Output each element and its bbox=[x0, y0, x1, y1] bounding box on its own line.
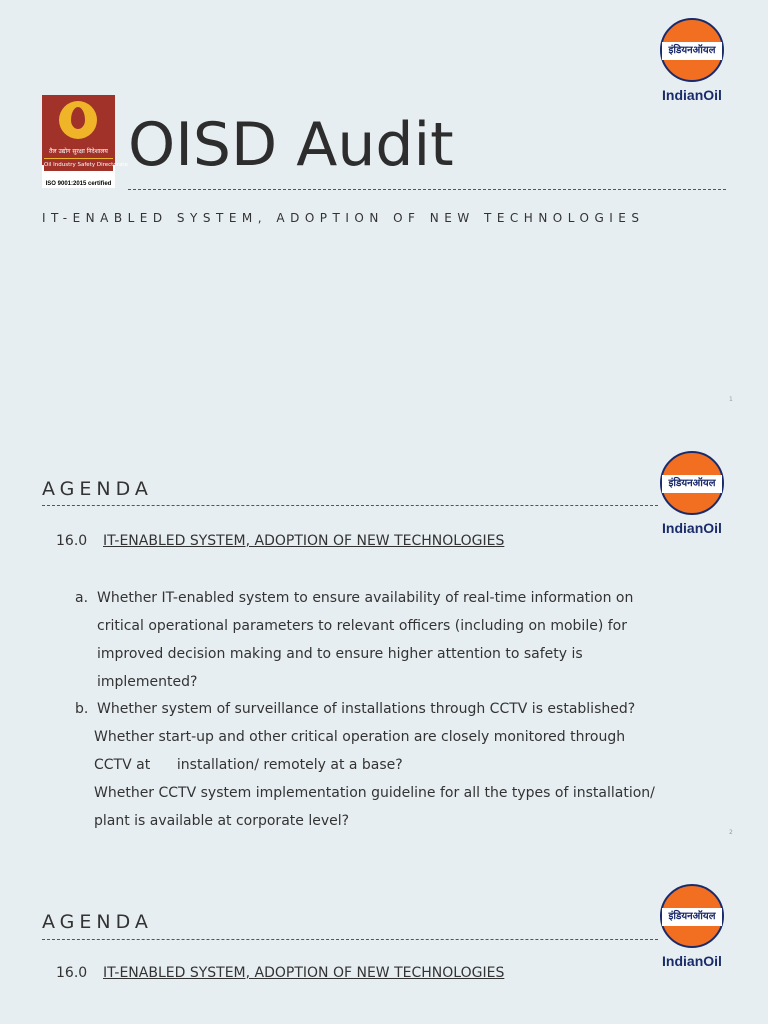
slide-1 bbox=[0, 0, 768, 433]
indianoil-hindi-text: इंडियनऑयल bbox=[662, 908, 722, 926]
oil-drop-icon bbox=[71, 107, 85, 129]
page-number: 2 bbox=[729, 829, 733, 836]
page-title: OISD Audit bbox=[128, 110, 454, 180]
indianoil-hindi-text: इंडियनऑयल bbox=[662, 42, 722, 60]
indianoil-emblem bbox=[660, 18, 724, 82]
question-a-line: Whether IT-enabled system to ensure availability of real-time information on bbox=[97, 590, 634, 606]
indianoil-logo bbox=[656, 451, 728, 536]
question-b-line: plant is available at corporate level? bbox=[94, 813, 350, 829]
section-number: 16.0 bbox=[56, 965, 88, 981]
question-b-marker: b. bbox=[75, 701, 89, 717]
section-number: 16.0 bbox=[56, 533, 88, 549]
agenda-divider bbox=[42, 939, 658, 940]
indianoil-emblem bbox=[660, 451, 724, 515]
indianoil-name: IndianOil bbox=[662, 953, 722, 969]
indianoil-logo bbox=[656, 18, 728, 103]
oisd-logo bbox=[42, 95, 128, 188]
title-divider bbox=[128, 189, 726, 190]
section-header bbox=[56, 533, 504, 549]
question-a-line: improved decision making and to ensure higher attention to safety is bbox=[97, 646, 583, 662]
oisd-logo-emblem bbox=[42, 95, 115, 165]
question-a-line: implemented? bbox=[97, 674, 198, 690]
agenda-divider bbox=[42, 505, 658, 506]
indianoil-emblem bbox=[660, 884, 724, 948]
agenda-heading: AGENDA bbox=[42, 911, 153, 933]
section-title: IT-ENABLED SYSTEM, ADOPTION OF NEW TECHNOLOGIES bbox=[103, 533, 505, 549]
indianoil-name: IndianOil bbox=[662, 520, 722, 536]
page-subtitle: IT-ENABLED SYSTEM, ADOPTION OF NEW TECHNOLOGIES bbox=[42, 211, 645, 225]
slide-3 bbox=[0, 866, 768, 1024]
question-a-marker: a. bbox=[75, 590, 89, 606]
question-b-line: Whether system of surveillance of installations through CCTV is established? bbox=[97, 701, 636, 717]
oisd-hindi-text: तैल उद्योग सुरक्षा निदेशालय bbox=[49, 148, 108, 155]
question-b-line: Whether start-up and other critical operation are closely monitored through bbox=[94, 729, 626, 745]
indianoil-name: IndianOil bbox=[662, 87, 722, 103]
agenda-heading: AGENDA bbox=[42, 478, 153, 500]
oisd-iso-text: ISO 9001:2015 certified bbox=[45, 181, 112, 187]
slide-2 bbox=[0, 433, 768, 866]
indianoil-hindi-text: इंडियनऑयल bbox=[662, 475, 722, 493]
question-b-line: CCTV at installation/ remotely at a base? bbox=[94, 757, 403, 773]
indianoil-logo bbox=[656, 884, 728, 969]
page-number: 1 bbox=[729, 396, 733, 403]
oisd-logo-name: Oil Industry Safety Directorate bbox=[44, 158, 113, 171]
question-b-line: Whether CCTV system implementation guideline for all the types of installation/ bbox=[94, 785, 655, 801]
section-title: IT-ENABLED SYSTEM, ADOPTION OF NEW TECHNOLOGIES bbox=[103, 965, 505, 981]
section-header bbox=[56, 965, 504, 981]
question-a-line: critical operational parameters to relevant officers (including on mobile) for bbox=[97, 618, 627, 634]
